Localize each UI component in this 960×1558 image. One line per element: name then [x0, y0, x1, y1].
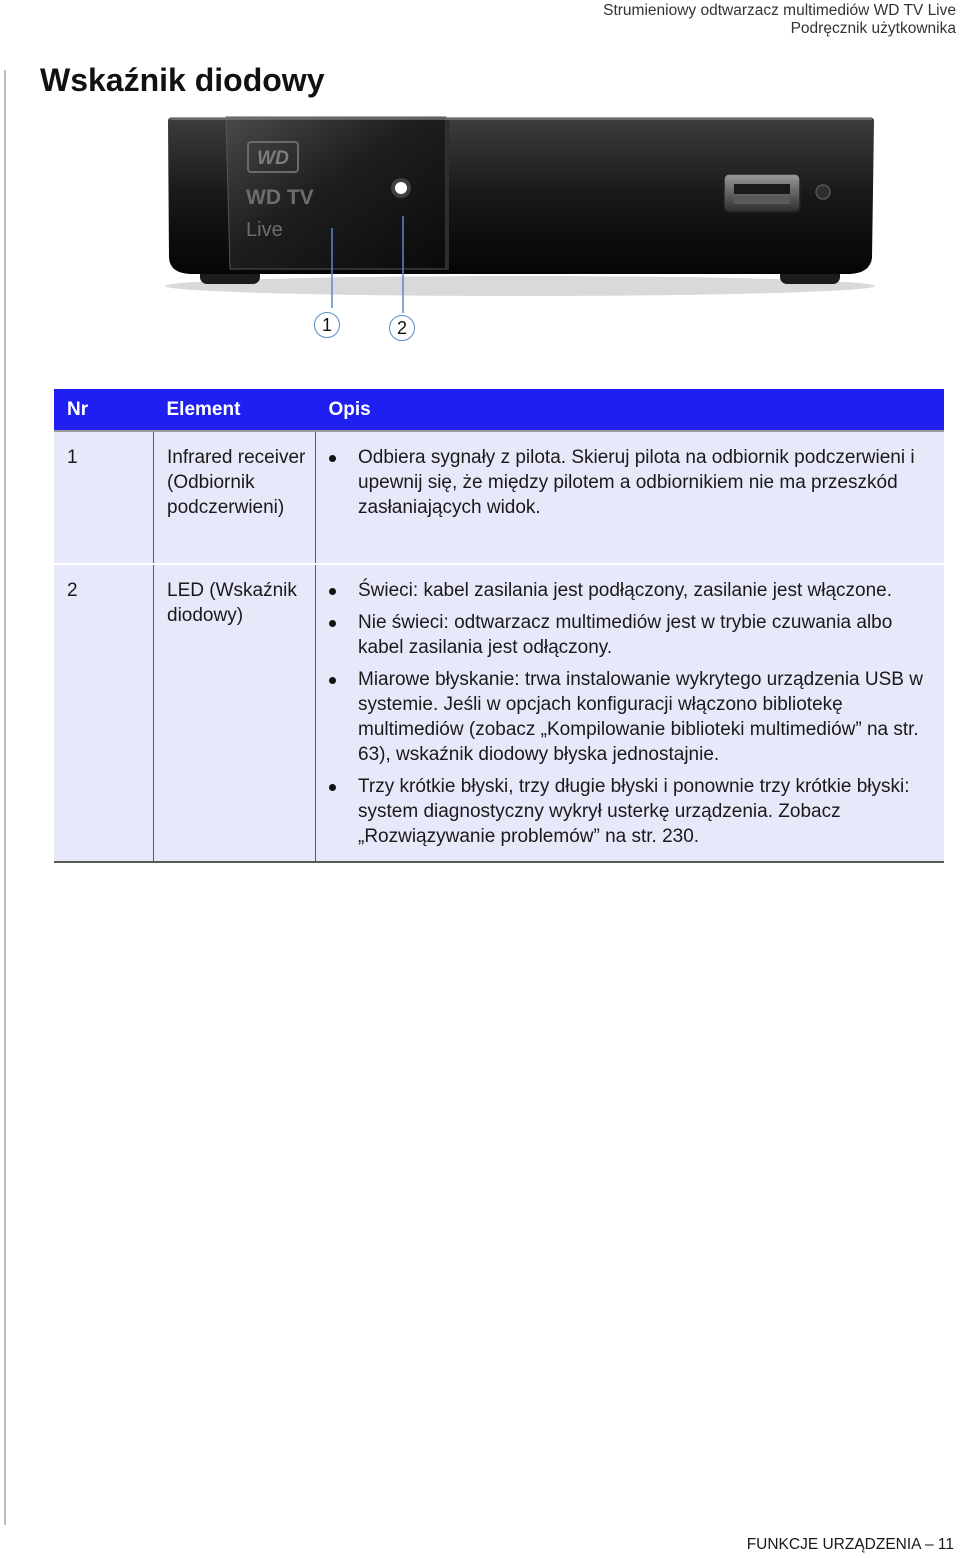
col-header-nr: Nr	[54, 389, 154, 431]
list-item: Odbiera sygnały z pilota. Skieruj pilota na odbiornik podczerwieni i upewnij się, że między pilotem a odbiornikiem nie ma przeszkód zasłaniających widok.	[329, 445, 936, 520]
col-header-opis: Opis	[316, 389, 945, 431]
cell-desc	[316, 564, 945, 862]
callout-1: 1	[314, 312, 340, 338]
header-line-2: Podręcznik użytkownika	[790, 20, 956, 37]
power-button	[816, 185, 830, 199]
cell-nr: 2	[54, 564, 154, 862]
page-footer: FUNKCJE URZĄDZENIA – 11	[746, 1536, 954, 1553]
callout-2: 2	[389, 315, 415, 341]
brand-subtext: Live	[246, 219, 283, 241]
table-row	[54, 564, 944, 862]
device-figure	[160, 108, 880, 348]
page-title: Wskaźnik diodowy	[40, 62, 325, 98]
table-row	[54, 431, 944, 564]
list-item: Trzy krótkie błyski, trzy długie błyski i ponownie trzy krótkie błyski: system diagnostyczny wykrył usterkę urządzenia. Zobacz „Rozwiązywanie problemów” na str. 230.	[329, 774, 936, 849]
list-item: Nie świeci: odtwarzacz multimediów jest w trybie czuwania albo kabel zasilania jest odłączony.	[329, 610, 936, 660]
margin-rule	[4, 70, 6, 1525]
header-line-1: Strumieniowy odtwarzacz multimediów WD TV Live	[603, 2, 956, 19]
list-item: Świeci: kabel zasilania jest podłączony, zasilanie jest włączone.	[329, 578, 936, 603]
cell-element: LED (Wskaźnik diodowy)	[154, 564, 316, 862]
running-header	[603, 2, 956, 38]
svg-text:WD: WD	[257, 148, 289, 169]
cell-nr: 1	[54, 431, 154, 564]
cell-element: Infrared receiver (Odbiornik podczerwieni)	[154, 431, 316, 564]
led-table	[54, 389, 944, 863]
table-header-row	[54, 389, 944, 431]
cell-desc	[316, 431, 945, 564]
col-header-element: Element	[154, 389, 316, 431]
list-item: Miarowe błyskanie: trwa instalowanie wykrytego urządzenia USB w systemie. Jeśli w opcjach konfiguracji włączono bibliotekę multimediów (zobacz „Kompilowanie biblioteki multimediów” na str. 63), wskaźnik diodowy błyska jednostajnie.	[329, 667, 936, 767]
media-player-illustration	[160, 108, 880, 348]
brand-text: WD TV	[246, 186, 314, 209]
